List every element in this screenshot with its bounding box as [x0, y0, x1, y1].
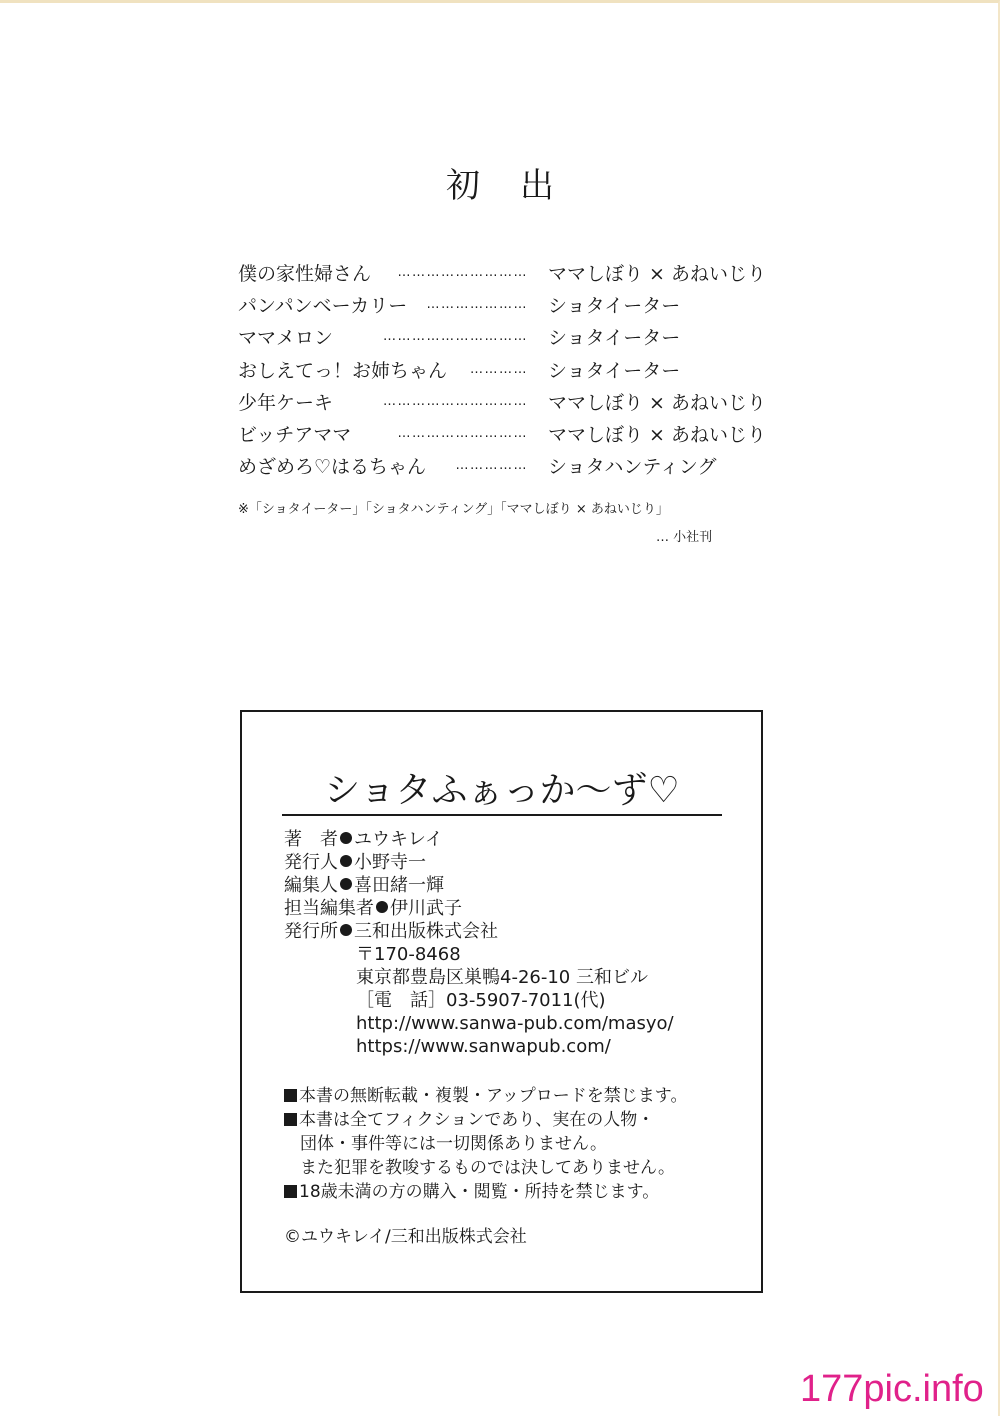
square-bullet-icon: [284, 1113, 297, 1126]
notice-item: [284, 1084, 687, 1108]
notice-item: [284, 1108, 687, 1132]
credit-role: 発行所: [284, 921, 338, 942]
credit-name: ユウキレイ: [354, 829, 443, 850]
list-item: [238, 290, 778, 322]
title-underline: [282, 814, 722, 816]
credit-name: 伊川武子: [390, 898, 462, 919]
postal-code: 〒170-8468: [356, 944, 461, 965]
bullet-icon: [340, 924, 352, 936]
dot-leader: …………………………: [383, 393, 528, 409]
story-title: ビッチアママ: [238, 423, 352, 446]
notice-text: 本書は全てフィクションであり、実在の人物・: [299, 1110, 655, 1130]
bullet-icon: [340, 832, 352, 844]
square-bullet-icon: [284, 1185, 297, 1198]
bullet-icon: [340, 878, 352, 890]
publication-name: ママしぼり × あねいじり: [548, 423, 766, 446]
credit-row: [284, 851, 674, 874]
copyright-line: ©ユウキレイ/三和出版株式会社: [284, 1227, 527, 1247]
credit-role: 著 者: [284, 829, 338, 850]
notice-item: [284, 1180, 687, 1204]
list-item: [238, 419, 778, 451]
site-watermark: 177pic.info: [800, 1368, 984, 1410]
website-link[interactable]: http://www.sanwa-pub.com/masyo/: [356, 1013, 674, 1034]
book-title: ショタふぁっか～ず♡: [324, 770, 680, 811]
notice-continuation: [284, 1132, 687, 1156]
notice-continuation: [284, 1156, 687, 1180]
bullet-icon: [376, 901, 388, 913]
publication-name: ママしぼり × あねいじり: [548, 263, 766, 285]
dot-leader: ………………………: [397, 265, 528, 280]
list-item: [238, 258, 778, 290]
credit-row: [284, 897, 674, 920]
bullet-icon: [340, 855, 352, 867]
credit-row: [284, 920, 674, 943]
notice-text: また犯罪を教唆するものでは決してありません。: [300, 1158, 676, 1178]
colophon-box: [240, 710, 763, 1293]
credit-role: 発行人: [284, 852, 338, 873]
notice-text: 本書の無断転載・複製・アップロードを禁じます。: [299, 1086, 688, 1106]
publication-name: ママしぼり × あねいじり: [548, 391, 766, 414]
phone-number: ［電 話］03-5907-7011(代): [356, 990, 606, 1011]
credit-role: 担当編集者: [284, 898, 374, 919]
list-item: [238, 322, 778, 354]
publication-name: ショタイーター: [548, 295, 681, 318]
story-title: おしえてっ！お姉ちゃん: [238, 359, 448, 382]
list-item: [238, 387, 778, 419]
first-appearance-list: [238, 258, 778, 483]
street-address: 東京都豊島区巣鴨4-26-10 三和ビル: [356, 967, 648, 988]
website-link[interactable]: https://www.sanwapub.com/: [356, 1036, 611, 1057]
credit-row: [284, 874, 674, 897]
publication-name: ショタイーター: [548, 327, 681, 350]
credit-name: 小野寺一: [354, 852, 426, 873]
notice-text: 18歳未満の方の購入・閲覧・所持を禁じます。: [299, 1182, 660, 1202]
dot-leader: ……………: [455, 458, 528, 474]
story-title: 少年ケーキ: [238, 391, 334, 414]
first-appearance-title: 初出: [446, 166, 594, 206]
credit-name: 三和出版株式会社: [354, 921, 498, 942]
credits-block: [284, 828, 674, 1058]
list-item: [238, 355, 778, 387]
credit-name: 喜田緒一輝: [354, 875, 444, 896]
credit-role: 編集人: [284, 875, 338, 896]
dot-leader: …………………………: [383, 329, 528, 345]
publication-name: ショタハンティング: [548, 456, 717, 479]
dot-leader: …………………: [426, 297, 528, 313]
story-title: パンパンベーカリー: [238, 295, 408, 318]
publication-name: ショタイーター: [548, 359, 681, 382]
dot-leader: …………: [470, 361, 528, 377]
dot-leader: ………………………: [397, 425, 528, 441]
credit-row: [284, 828, 674, 851]
legal-notices: [284, 1084, 687, 1204]
publisher-note: ※「ショタイーター」「ショタハンティング」「ママしぼり × あねいじり」: [238, 502, 669, 517]
notice-text: 団体・事件等には一切関係ありません。: [300, 1134, 608, 1154]
story-title: 僕の家性婦さん: [238, 263, 372, 285]
square-bullet-icon: [284, 1089, 297, 1102]
list-item: [238, 451, 778, 483]
story-title: めざめろ♡はるちゃん: [238, 456, 427, 479]
publisher-note-suffix: … 小社刊: [656, 530, 713, 545]
story-title: ママメロン: [238, 327, 334, 350]
